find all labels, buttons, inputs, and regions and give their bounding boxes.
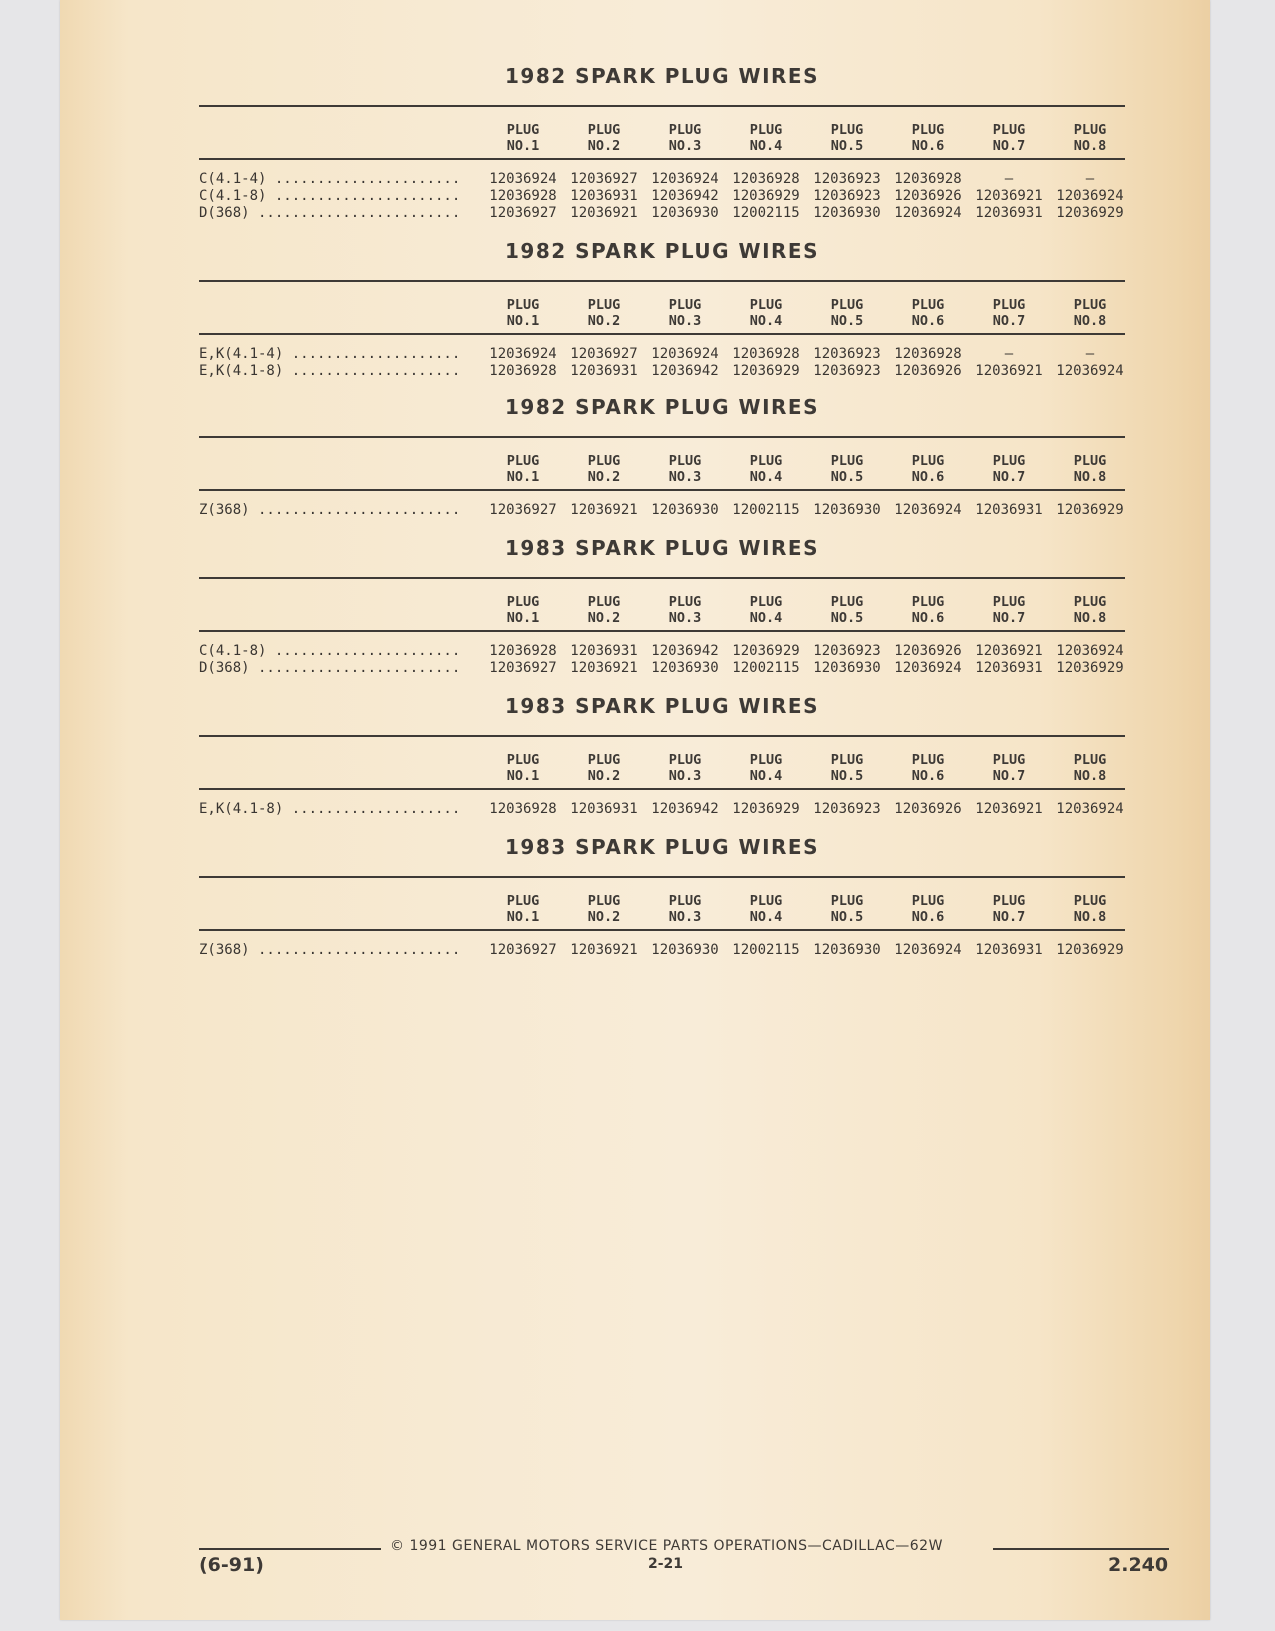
part-number-cell: 12036930 <box>813 942 881 958</box>
spark-plug-section <box>199 391 1125 534</box>
column-header-top: PLUG <box>587 122 621 138</box>
part-number-cell: 12036921 <box>570 205 638 221</box>
part-number-cell: 12036923 <box>813 188 881 204</box>
column-header-top: PLUG <box>1073 297 1107 313</box>
footer-copyright: © 1991 GENERAL MOTORS SERVICE PARTS OPERATIONS—CADILLAC—62W <box>390 1538 943 1554</box>
table-row <box>199 941 1125 959</box>
spark-plug-section <box>199 532 1125 692</box>
column-header-bottom: NO.8 <box>1073 610 1107 626</box>
column-header-plug-5 <box>807 594 887 626</box>
column-header-bottom: NO.8 <box>1073 768 1107 784</box>
column-header-top: PLUG <box>749 893 783 909</box>
column-header-plug-8 <box>1050 594 1130 626</box>
table-row <box>199 362 1125 380</box>
column-header-plug-3 <box>645 752 725 784</box>
column-header-bottom: NO.8 <box>1073 138 1107 154</box>
column-header-top: PLUG <box>587 893 621 909</box>
column-header-plug-6 <box>888 893 968 925</box>
table-header-rule <box>199 158 1125 160</box>
column-header-top: PLUG <box>992 297 1026 313</box>
part-number-cell: 12036921 <box>570 942 638 958</box>
column-header-bottom: NO.4 <box>749 138 783 154</box>
column-header-top: PLUG <box>1073 594 1107 610</box>
column-header-top: PLUG <box>506 752 540 768</box>
part-number-cell: 12036924 <box>894 660 962 676</box>
part-number-cell: 12036942 <box>651 801 719 817</box>
column-header-top: PLUG <box>911 453 945 469</box>
row-label: D(368) ........................ <box>199 660 461 676</box>
part-number-cell: 12036928 <box>894 171 962 187</box>
part-number-cell: 12036928 <box>489 363 557 379</box>
column-header-top: PLUG <box>992 893 1026 909</box>
column-header-plug-2 <box>564 453 644 485</box>
table-header-rule <box>199 333 1125 335</box>
part-number-cell: 12036929 <box>1056 942 1124 958</box>
part-number-cell: 12036928 <box>732 346 800 362</box>
table-top-rule <box>199 735 1125 737</box>
column-header-bottom: NO.5 <box>830 768 864 784</box>
column-header-top: PLUG <box>830 893 864 909</box>
column-header-bottom: NO.6 <box>911 313 945 329</box>
part-number-cell: 12036921 <box>975 188 1043 204</box>
column-header-top: PLUG <box>668 297 702 313</box>
column-header-plug-6 <box>888 594 968 626</box>
row-label: Z(368) ........................ <box>199 942 461 958</box>
part-number-cell: — <box>1004 346 1014 362</box>
row-label: E,K(4.1-4) .................... <box>199 346 461 362</box>
part-number-cell: 12036926 <box>894 801 962 817</box>
column-header-bottom: NO.4 <box>749 469 783 485</box>
column-header-bottom: NO.4 <box>749 313 783 329</box>
part-number-cell: 12036924 <box>894 205 962 221</box>
column-header-plug-1 <box>483 594 563 626</box>
table-header-rule <box>199 788 1125 790</box>
row-label: E,K(4.1-8) .................... <box>199 363 461 379</box>
part-number-cell: 12036927 <box>489 942 557 958</box>
part-number-cell: 12036921 <box>975 801 1043 817</box>
column-header-bottom: NO.1 <box>506 909 540 925</box>
column-header-plug-2 <box>564 893 644 925</box>
column-header-top: PLUG <box>749 594 783 610</box>
part-number-cell: 12036928 <box>489 801 557 817</box>
part-number-cell: 12036942 <box>651 643 719 659</box>
row-label: E,K(4.1-8) .................... <box>199 801 461 817</box>
spark-plug-section <box>199 690 1125 833</box>
part-number-cell: 12036923 <box>813 363 881 379</box>
column-header-bottom: NO.3 <box>668 909 702 925</box>
part-number-cell: 12036929 <box>732 801 800 817</box>
column-header-bottom: NO.4 <box>749 610 783 626</box>
column-header-top: PLUG <box>830 453 864 469</box>
column-header-plug-8 <box>1050 297 1130 329</box>
part-number-cell: 12036930 <box>813 502 881 518</box>
column-header-bottom: NO.3 <box>668 138 702 154</box>
column-header-top: PLUG <box>992 122 1026 138</box>
part-number-cell: 12036931 <box>570 801 638 817</box>
part-number-cell: 12036924 <box>1056 188 1124 204</box>
column-header-bottom: NO.1 <box>506 768 540 784</box>
column-header-top: PLUG <box>506 893 540 909</box>
column-header-top: PLUG <box>587 752 621 768</box>
column-header-top: PLUG <box>992 752 1026 768</box>
column-header-bottom: NO.5 <box>830 138 864 154</box>
column-header-plug-5 <box>807 893 887 925</box>
column-header-bottom: NO.2 <box>587 768 621 784</box>
row-label: C(4.1-8) ...................... <box>199 188 461 204</box>
column-header-top: PLUG <box>1073 122 1107 138</box>
part-number-cell: 12036924 <box>651 346 719 362</box>
part-number-cell: 12036927 <box>570 346 638 362</box>
column-header-bottom: NO.7 <box>992 610 1026 626</box>
column-header-plug-4 <box>726 893 806 925</box>
column-header-plug-5 <box>807 453 887 485</box>
part-number-cell: 12036921 <box>570 502 638 518</box>
part-number-cell: 12036929 <box>1056 502 1124 518</box>
part-number-cell: 12036929 <box>732 643 800 659</box>
part-number-cell: 12002115 <box>732 205 800 221</box>
column-header-plug-7 <box>969 453 1049 485</box>
column-header-bottom: NO.2 <box>587 138 621 154</box>
part-number-cell: 12036929 <box>732 363 800 379</box>
part-number-cell: 12002115 <box>732 660 800 676</box>
part-number-cell: 12002115 <box>732 502 800 518</box>
section-title: 1983 SPARK PLUG WIRES <box>505 835 819 859</box>
footer-section-number: 2.240 <box>1108 1554 1169 1576</box>
section-title: 1983 SPARK PLUG WIRES <box>505 694 819 718</box>
column-header-plug-3 <box>645 893 725 925</box>
column-header-top: PLUG <box>749 122 783 138</box>
column-header-top: PLUG <box>668 752 702 768</box>
part-number-cell: 12036926 <box>894 363 962 379</box>
column-header-bottom: NO.5 <box>830 610 864 626</box>
column-header-top: PLUG <box>506 594 540 610</box>
part-number-cell: 12036930 <box>813 660 881 676</box>
column-header-bottom: NO.1 <box>506 313 540 329</box>
column-header-top: PLUG <box>911 122 945 138</box>
part-number-cell: 12036931 <box>975 660 1043 676</box>
part-number-cell: 12002115 <box>732 942 800 958</box>
column-header-top: PLUG <box>1073 453 1107 469</box>
column-header-bottom: NO.8 <box>1073 313 1107 329</box>
column-header-plug-2 <box>564 297 644 329</box>
column-header-plug-1 <box>483 453 563 485</box>
section-title: 1982 SPARK PLUG WIRES <box>505 395 819 419</box>
part-number-cell: 12036931 <box>975 205 1043 221</box>
column-header-top: PLUG <box>749 453 783 469</box>
table-row <box>199 642 1125 660</box>
column-header-top: PLUG <box>911 594 945 610</box>
column-header-plug-7 <box>969 752 1049 784</box>
column-header-bottom: NO.7 <box>992 313 1026 329</box>
column-header-bottom: NO.3 <box>668 610 702 626</box>
column-header-bottom: NO.2 <box>587 313 621 329</box>
column-header-plug-3 <box>645 594 725 626</box>
column-header-top: PLUG <box>587 594 621 610</box>
part-number-cell: 12036926 <box>894 643 962 659</box>
column-header-plug-4 <box>726 297 806 329</box>
column-header-bottom: NO.7 <box>992 909 1026 925</box>
column-header-bottom: NO.6 <box>911 610 945 626</box>
part-number-cell: 12036942 <box>651 188 719 204</box>
column-header-bottom: NO.8 <box>1073 909 1107 925</box>
column-header-plug-8 <box>1050 893 1130 925</box>
column-header-plug-7 <box>969 594 1049 626</box>
part-number-cell: 12036930 <box>813 205 881 221</box>
part-number-cell: 12036923 <box>813 171 881 187</box>
column-header-bottom: NO.6 <box>911 909 945 925</box>
part-number-cell: 12036929 <box>1056 660 1124 676</box>
part-number-cell: 12036924 <box>489 346 557 362</box>
table-top-rule <box>199 577 1125 579</box>
column-header-top: PLUG <box>668 893 702 909</box>
column-header-plug-5 <box>807 752 887 784</box>
column-header-bottom: NO.2 <box>587 909 621 925</box>
column-header-plug-5 <box>807 122 887 154</box>
part-number-cell: 12036930 <box>651 942 719 958</box>
column-header-bottom: NO.1 <box>506 469 540 485</box>
part-number-cell: 12036930 <box>651 205 719 221</box>
column-header-plug-6 <box>888 122 968 154</box>
column-header-plug-2 <box>564 122 644 154</box>
row-label: D(368) ........................ <box>199 205 461 221</box>
part-number-cell: 12036929 <box>732 188 800 204</box>
column-header-top: PLUG <box>749 297 783 313</box>
part-number-cell: 12036927 <box>489 660 557 676</box>
column-header-bottom: NO.7 <box>992 469 1026 485</box>
column-header-plug-6 <box>888 453 968 485</box>
part-number-cell: 12036927 <box>489 502 557 518</box>
table-top-rule <box>199 105 1125 107</box>
part-number-cell: 12036923 <box>813 346 881 362</box>
column-header-top: PLUG <box>911 752 945 768</box>
column-header-bottom: NO.8 <box>1073 469 1107 485</box>
column-header-top: PLUG <box>749 752 783 768</box>
column-header-top: PLUG <box>992 594 1026 610</box>
table-top-rule <box>199 876 1125 878</box>
section-title: 1982 SPARK PLUG WIRES <box>505 239 819 263</box>
column-header-top: PLUG <box>911 893 945 909</box>
column-header-bottom: NO.6 <box>911 768 945 784</box>
column-header-bottom: NO.1 <box>506 610 540 626</box>
column-header-top: PLUG <box>830 297 864 313</box>
part-number-cell: 12036921 <box>975 363 1043 379</box>
table-header-rule <box>199 489 1125 491</box>
spark-plug-section <box>199 831 1125 974</box>
column-header-plug-3 <box>645 122 725 154</box>
column-header-top: PLUG <box>506 453 540 469</box>
table-row <box>199 204 1125 222</box>
row-label: C(4.1-4) ...................... <box>199 171 461 187</box>
part-number-cell: 12036931 <box>570 643 638 659</box>
column-header-top: PLUG <box>830 752 864 768</box>
column-header-plug-6 <box>888 297 968 329</box>
table-row <box>199 800 1125 818</box>
column-header-top: PLUG <box>506 122 540 138</box>
part-number-cell: 12036923 <box>813 643 881 659</box>
part-number-cell: 12036931 <box>570 188 638 204</box>
column-header-plug-4 <box>726 122 806 154</box>
column-header-bottom: NO.3 <box>668 313 702 329</box>
row-label: Z(368) ........................ <box>199 502 461 518</box>
part-number-cell: 12036921 <box>975 643 1043 659</box>
table-row <box>199 345 1125 363</box>
column-header-top: PLUG <box>506 297 540 313</box>
column-header-top: PLUG <box>830 594 864 610</box>
column-header-plug-2 <box>564 752 644 784</box>
part-number-cell: 12036923 <box>813 801 881 817</box>
column-header-bottom: NO.5 <box>830 469 864 485</box>
column-header-top: PLUG <box>668 453 702 469</box>
column-header-plug-1 <box>483 297 563 329</box>
part-number-cell: — <box>1085 171 1095 187</box>
part-number-cell: 12036924 <box>651 171 719 187</box>
part-number-cell: 12036931 <box>975 502 1043 518</box>
table-row <box>199 187 1125 205</box>
column-header-bottom: NO.6 <box>911 138 945 154</box>
table-row <box>199 501 1125 519</box>
column-header-plug-3 <box>645 453 725 485</box>
column-header-plug-4 <box>726 752 806 784</box>
part-number-cell: 12036924 <box>1056 643 1124 659</box>
column-header-plug-7 <box>969 297 1049 329</box>
table-top-rule <box>199 436 1125 438</box>
part-number-cell: 12036924 <box>1056 801 1124 817</box>
part-number-cell: 12036924 <box>1056 363 1124 379</box>
table-row <box>199 659 1125 677</box>
column-header-top: PLUG <box>587 453 621 469</box>
column-header-plug-4 <box>726 594 806 626</box>
part-number-cell: — <box>1085 346 1095 362</box>
part-number-cell: 12036924 <box>489 171 557 187</box>
column-header-bottom: NO.1 <box>506 138 540 154</box>
part-number-cell: — <box>1004 171 1014 187</box>
column-header-top: PLUG <box>587 297 621 313</box>
part-number-cell: 12036924 <box>894 942 962 958</box>
column-header-top: PLUG <box>668 594 702 610</box>
column-header-plug-2 <box>564 594 644 626</box>
column-header-plug-5 <box>807 297 887 329</box>
row-label: C(4.1-8) ...................... <box>199 643 461 659</box>
column-header-top: PLUG <box>911 297 945 313</box>
column-header-plug-1 <box>483 893 563 925</box>
column-header-plug-7 <box>969 122 1049 154</box>
footer-page-number: 2-21 <box>648 1556 684 1572</box>
part-number-cell: 12036930 <box>651 660 719 676</box>
table-top-rule <box>199 280 1125 282</box>
part-number-cell: 12036926 <box>894 188 962 204</box>
column-header-plug-8 <box>1050 752 1130 784</box>
column-header-bottom: NO.2 <box>587 610 621 626</box>
section-title: 1983 SPARK PLUG WIRES <box>505 536 819 560</box>
table-header-rule <box>199 929 1125 931</box>
part-number-cell: 12036927 <box>489 205 557 221</box>
column-header-bottom: NO.4 <box>749 768 783 784</box>
part-number-cell: 12036931 <box>975 942 1043 958</box>
part-number-cell: 12036931 <box>570 363 638 379</box>
column-header-top: PLUG <box>1073 752 1107 768</box>
table-row <box>199 170 1125 188</box>
footer-date-code: (6-91) <box>199 1554 264 1576</box>
column-header-plug-1 <box>483 122 563 154</box>
column-header-plug-7 <box>969 893 1049 925</box>
part-number-cell: 12036929 <box>1056 205 1124 221</box>
column-header-plug-6 <box>888 752 968 784</box>
column-header-plug-1 <box>483 752 563 784</box>
part-number-cell: 12036928 <box>489 188 557 204</box>
column-header-plug-3 <box>645 297 725 329</box>
part-number-cell: 12036921 <box>570 660 638 676</box>
part-number-cell: 12036924 <box>894 502 962 518</box>
column-header-top: PLUG <box>830 122 864 138</box>
table-header-rule <box>199 630 1125 632</box>
column-header-bottom: NO.5 <box>830 909 864 925</box>
part-number-cell: 12036928 <box>732 171 800 187</box>
column-header-bottom: NO.6 <box>911 469 945 485</box>
section-title: 1982 SPARK PLUG WIRES <box>505 64 819 88</box>
column-header-bottom: NO.3 <box>668 768 702 784</box>
part-number-cell: 12036930 <box>651 502 719 518</box>
column-header-bottom: NO.5 <box>830 313 864 329</box>
column-header-bottom: NO.4 <box>749 909 783 925</box>
column-header-top: PLUG <box>992 453 1026 469</box>
column-header-plug-8 <box>1050 453 1130 485</box>
column-header-bottom: NO.7 <box>992 768 1026 784</box>
part-number-cell: 12036928 <box>489 643 557 659</box>
spark-plug-section <box>199 235 1125 395</box>
column-header-top: PLUG <box>1073 893 1107 909</box>
part-number-cell: 12036928 <box>894 346 962 362</box>
column-header-plug-4 <box>726 453 806 485</box>
part-number-cell: 12036942 <box>651 363 719 379</box>
part-number-cell: 12036927 <box>570 171 638 187</box>
column-header-plug-8 <box>1050 122 1130 154</box>
spark-plug-section <box>199 60 1125 237</box>
column-header-bottom: NO.3 <box>668 469 702 485</box>
column-header-bottom: NO.7 <box>992 138 1026 154</box>
column-header-bottom: NO.2 <box>587 469 621 485</box>
column-header-top: PLUG <box>668 122 702 138</box>
